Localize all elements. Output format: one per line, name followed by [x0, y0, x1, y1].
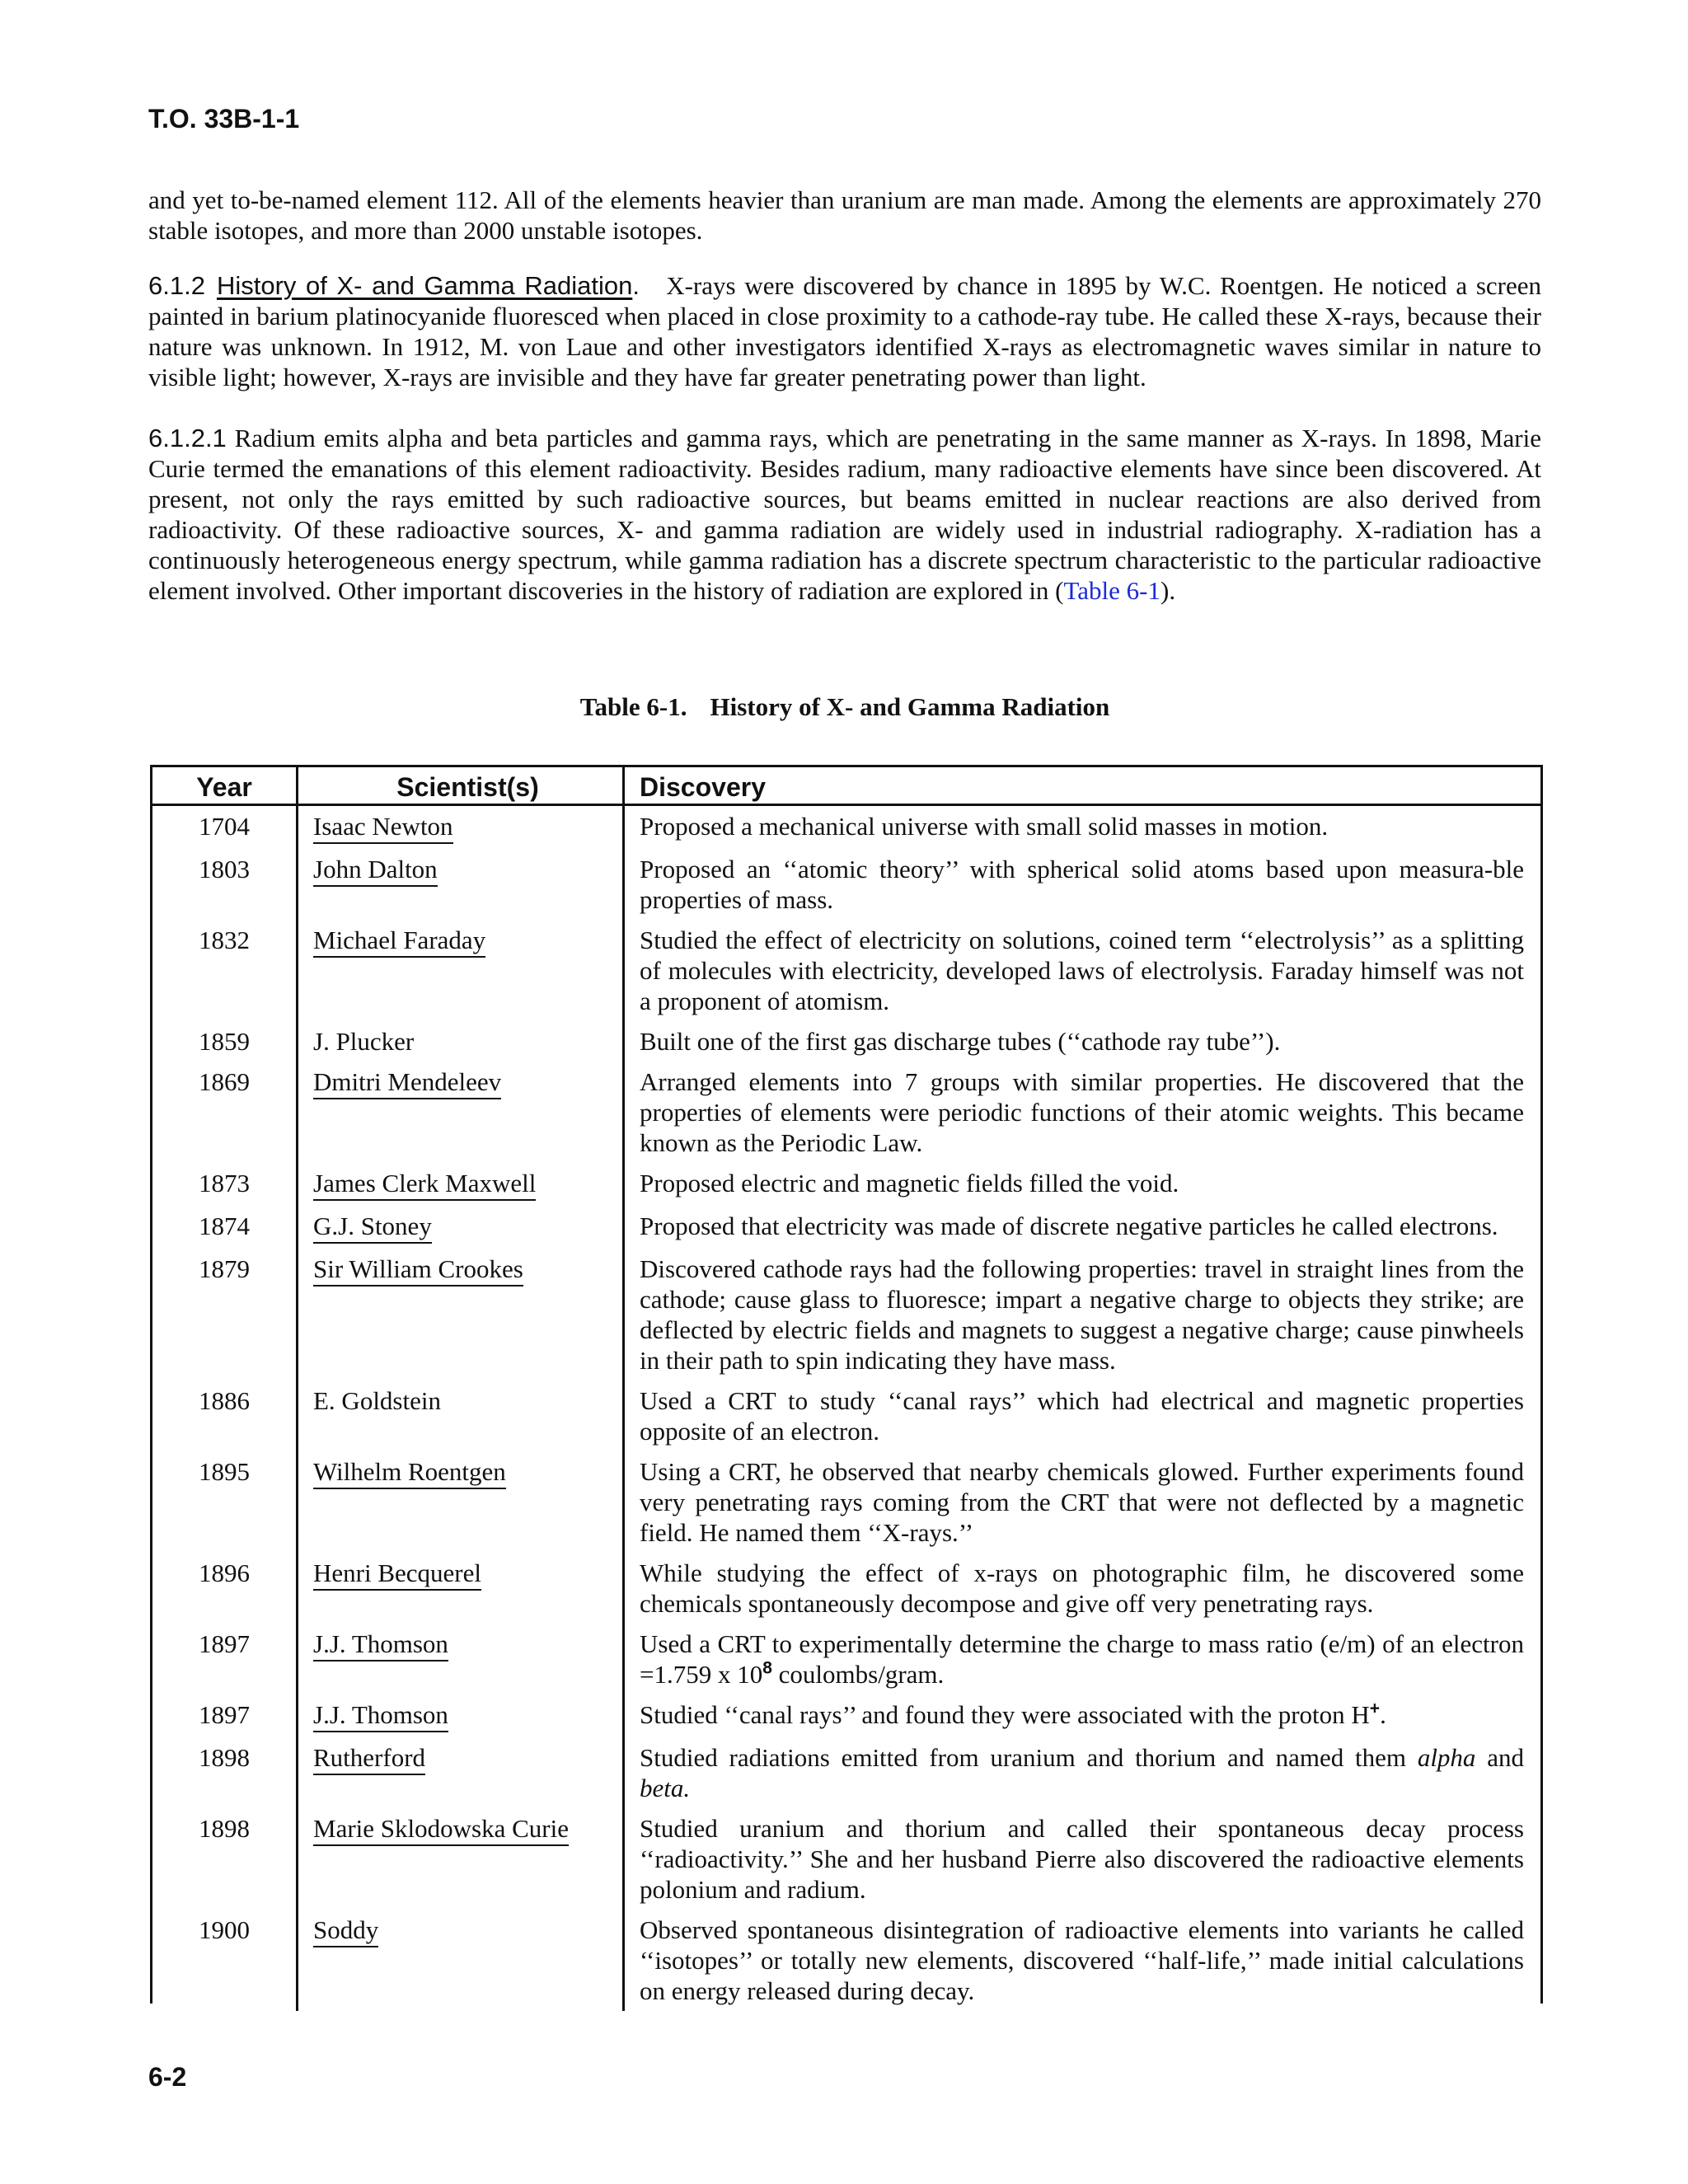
scientist-cell [298, 1163, 624, 1206]
table-row [152, 1808, 1540, 1910]
scientist-link[interactable]: Soddy [313, 1916, 378, 1947]
section-6-1-2-1-paragraph [148, 423, 1541, 606]
section-6-1-2-paragraph [148, 270, 1541, 392]
discovery-text-end: coulombs/gram. [771, 1660, 945, 1689]
section-text: Radium emits alpha and beta particles and gamma rays, which are penetrating in the same manner as X-rays. In 1898, Marie Curie termed the emanations of this element radioactivity. Besides radium, many radioactive elements have since been discovered. At present, not only the rays emitted by such radioactive sources, but beams emitted in nuclear reactions are also derived from radioactivity. Of these radioactive sources, X- and gamma radiation are widely used in industrial radiography. X-radiation has a continuously heterogeneous energy spectrum, while gamma radiation has a discrete spectrum characteristic to the particular radioactive element involved. Other important discoveries in the history of radiation are explored in ( [148, 424, 1542, 605]
discovery-text-mid: and [1475, 1743, 1524, 1772]
scientist-link[interactable]: Marie Sklodowska Curie [313, 1815, 569, 1846]
discovery-cell [624, 1694, 1541, 1737]
section-title: History of X- and Gamma Radiation [216, 271, 633, 300]
discovery-cell: Arranged elements into 7 groups with similar properties. He discovered that the properties of elements were periodic functions of their atomic weights. This became known as the Periodic Law. [640, 1067, 1524, 1157]
table-caption-number: Table 6-1. [579, 692, 687, 721]
discovery-cell: Using a CRT, he observed that nearby chemicals glowed. Further experiments found very penetrating rays coming from the CRT that were not deflected by a magnetic field. He named them ‘‘X-rays.’’ [640, 1457, 1524, 1547]
scientist-cell [298, 1624, 624, 1694]
year-cell: 1898 [152, 1808, 298, 1910]
table-row [152, 1624, 1540, 1694]
document-code: T.O. 33B-1-1 [148, 104, 300, 134]
year-cell: 1898 [152, 1737, 298, 1808]
table-caption [148, 692, 1541, 722]
scientist-cell [298, 1694, 624, 1737]
scientist-cell [298, 920, 624, 1021]
year-cell: 1897 [152, 1624, 298, 1694]
table-row [152, 1163, 1540, 1206]
scientist-link[interactable]: Wilhelm Roentgen [313, 1458, 506, 1489]
discovery-cell: Proposed an ‘‘atomic theory’’ with spherical solid atoms based upon measura-ble properties of mass. [640, 855, 1524, 914]
intro-paragraph: and yet to-be-named element 112. All of the elements heavier than uranium are man made. Among the elements are approximately 270 stable isotopes, and more than 2000 unstable isotopes. [148, 185, 1541, 245]
discovery-text-end: . [1380, 1700, 1386, 1729]
history-table [152, 767, 1540, 2011]
table-row [152, 1249, 1540, 1380]
table-row [152, 1451, 1540, 1553]
table-row [152, 1062, 1540, 1163]
table-row [152, 1206, 1540, 1249]
scientist-name: J. Plucker [313, 1027, 415, 1056]
scientist-cell [298, 1062, 624, 1163]
table-row [152, 1737, 1540, 1808]
year-cell: 1873 [152, 1163, 298, 1206]
table-row [152, 1380, 1540, 1451]
year-cell: 1704 [152, 805, 298, 850]
section-title-suffix: . [632, 271, 640, 300]
scientist-cell [298, 1553, 624, 1624]
table-row [152, 1910, 1540, 2011]
history-table-frame [150, 765, 1543, 2004]
scientist-link[interactable]: Michael Faraday [313, 926, 485, 958]
section-text: X-rays were discovered by chance in 1895 by W.C. Roentgen. He noticed a screen painted in barium platinocyanide fluoresced when placed in close proximity to a cathode-ray tube. He called these X-rays, because their nature was unknown. In 1912, M. von Laue and other investigators identified X-rays as electromagnetic waves similar in nature to visible light; however, X-rays are invisible and they have far greater penetrating power than light. [148, 271, 1542, 391]
section-number: 6.1.2 [148, 271, 205, 300]
discovery-cell [624, 1737, 1541, 1808]
year-cell: 1803 [152, 849, 298, 920]
discovery-cell: Observed spontaneous disintegration of radioactive elements into variants he called ‘‘isotopes’’ or totally new elements, discovered ‘‘half-life,’’ made initial calculations on energy released during decay. [640, 1915, 1524, 2005]
page-number: 6-2 [148, 2062, 187, 2092]
section-text-end: ). [1160, 576, 1176, 605]
table-header-row [152, 767, 1540, 805]
italic-beta: beta. [640, 1774, 691, 1802]
discovery-cell: Discovered cathode rays had the following properties: travel in straight lines from the cathode; cause glass to fluoresce; impart a negative charge to objects they strike; are deflected by electric fields and magnets to suggest a negative charge; cause pinwheels in their path to spin indicating they have mass. [640, 1254, 1524, 1375]
scientist-link[interactable]: Sir William Crookes [313, 1255, 523, 1286]
discovery-cell: Studied uranium and thorium and called their spontaneous decay process ‘‘radioactivity.’’ She and her husband Pierre also discovered the radioactive elements polonium and radium. [640, 1814, 1524, 1904]
discovery-cell: Proposed a mechanical universe with small solid masses in motion. [640, 812, 1329, 841]
table-row [152, 1021, 1540, 1062]
year-cell: 1897 [152, 1694, 298, 1737]
year-cell: 1859 [152, 1021, 298, 1062]
discovery-cell: Proposed electric and magnetic fields filled the void. [640, 1169, 1179, 1197]
scientist-cell [298, 1206, 624, 1249]
scientist-link[interactable]: James Clerk Maxwell [313, 1169, 536, 1201]
year-cell: 1895 [152, 1451, 298, 1553]
year-cell: 1900 [152, 1910, 298, 2011]
year-cell: 1869 [152, 1062, 298, 1163]
scientist-link[interactable]: Rutherford [313, 1744, 425, 1775]
scientist-link[interactable]: John Dalton [313, 855, 438, 887]
scientist-cell [298, 1249, 624, 1380]
scientist-link[interactable]: G.J. Stoney [313, 1212, 432, 1244]
scientist-link[interactable]: J.J. Thomson [313, 1630, 448, 1661]
scientist-cell [298, 1021, 624, 1062]
year-cell: 1896 [152, 1553, 298, 1624]
scientist-cell [298, 805, 624, 850]
superscript-plus: + [1369, 1699, 1381, 1718]
scientist-cell [298, 1451, 624, 1553]
scientist-link[interactable]: Dmitri Mendeleev [313, 1068, 501, 1099]
discovery-cell: Proposed that electricity was made of discrete negative particles he called electrons. [640, 1212, 1498, 1240]
table-row [152, 849, 1540, 920]
year-cell: 1874 [152, 1206, 298, 1249]
table-caption-title: History of X- and Gamma Radiation [710, 692, 1110, 721]
scientist-name: E. Goldstein [313, 1386, 441, 1415]
discovery-cell: Built one of the first gas discharge tubes (‘‘cathode ray tube’’). [640, 1027, 1281, 1056]
year-cell: 1879 [152, 1249, 298, 1380]
scientist-cell [298, 1808, 624, 1910]
discovery-text: Studied ‘‘canal rays’’ and found they were associated with the proton H [640, 1700, 1370, 1729]
scientist-cell [298, 1910, 624, 2011]
italic-alpha: alpha [1417, 1743, 1476, 1772]
discovery-cell: Studied the effect of electricity on solutions, coined term ‘‘electrolysis’’ as a splitting of molecules with electricity, developed laws of electrolysis. Faraday himself was not a proponent of atomism. [640, 926, 1524, 1015]
header-scientist: Scientist(s) [298, 767, 624, 805]
table-row [152, 920, 1540, 1021]
scientist-cell [298, 1380, 624, 1451]
discovery-cell: While studying the effect of x-rays on photographic film, he discovered some chemicals spontaneously decompose and give off very penetrating rays. [640, 1558, 1524, 1618]
scientist-link[interactable]: Henri Becquerel [313, 1559, 481, 1591]
scientist-cell [298, 849, 624, 920]
table-row [152, 1694, 1540, 1737]
discovery-cell [624, 1624, 1541, 1694]
year-cell: 1886 [152, 1380, 298, 1451]
header-year: Year [152, 767, 298, 805]
scientist-link[interactable]: J.J. Thomson [313, 1701, 448, 1732]
year-cell: 1832 [152, 920, 298, 1021]
discovery-text: Studied radiations emitted from uranium and thorium and named them [640, 1743, 1418, 1772]
section-number: 6.1.2.1 [148, 424, 227, 452]
discovery-cell: Used a CRT to study ‘‘canal rays’’ which had electrical and magnetic properties opposite of an electron. [640, 1386, 1524, 1446]
discovery-text: Used a CRT to experimentally determine the charge to mass ratio (e/m) of an electron =1.759 x 10 [640, 1629, 1524, 1689]
scientist-link[interactable]: Isaac Newton [313, 813, 453, 844]
header-discovery: Discovery [624, 767, 1541, 805]
table-6-1-link[interactable]: Table 6-1 [1063, 576, 1160, 605]
table-row [152, 1553, 1540, 1624]
exponent: 8 [762, 1658, 772, 1678]
scientist-cell [298, 1737, 624, 1808]
table-row [152, 805, 1540, 850]
